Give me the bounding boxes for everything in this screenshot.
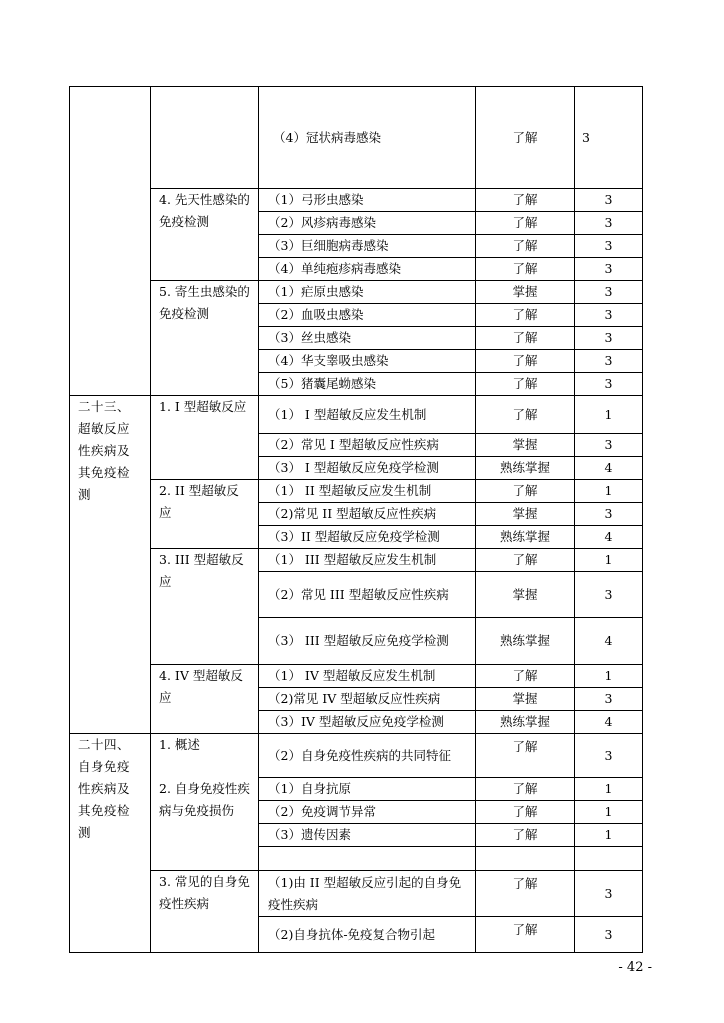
level-cell: 了解 <box>476 734 575 778</box>
hours-cell: 3 <box>575 734 643 778</box>
hours-cell: 4 <box>575 457 643 480</box>
table-row <box>70 665 643 688</box>
subunit-cell: 1. 概述 2. 自身免疫性疾病与免疫损伤 <box>151 734 259 871</box>
hours-cell: 3 <box>575 281 643 304</box>
subunit-cell <box>151 87 259 189</box>
hours-cell: 3 <box>575 871 643 917</box>
hours-cell: 3 <box>575 373 643 396</box>
item-cell: （2)自身抗体-免疫复合物引起 <box>259 917 476 953</box>
level-cell: 掌握 <box>476 688 575 711</box>
item-cell: （3）巨细胞病毒感染 <box>259 235 476 258</box>
item-cell: （3）遗传因素 <box>259 824 476 847</box>
item-cell: （2）自身免疫性疾病的共同特征 <box>259 734 476 778</box>
hours-cell: 4 <box>575 618 643 665</box>
hours-cell: 1 <box>575 778 643 801</box>
hours-cell: 3 <box>575 917 643 953</box>
level-cell: 熟练掌握 <box>476 711 575 734</box>
hours-cell: 3 <box>575 87 643 189</box>
table-row <box>70 281 643 304</box>
item-cell: （2)常见 II 型超敏反应性疾病 <box>259 503 476 526</box>
syllabus-table <box>69 86 643 953</box>
item-cell: （4）冠状病毒感染 <box>259 87 476 189</box>
subunit-cell: 4. 先天性感染的免疫检测 <box>151 189 259 281</box>
item-cell: （1） IV 型超敏反应发生机制 <box>259 665 476 688</box>
hours-cell: 1 <box>575 665 643 688</box>
hours-cell: 3 <box>575 434 643 457</box>
hours-cell: 4 <box>575 711 643 734</box>
level-cell: 了解 <box>476 373 575 396</box>
level-cell: 掌握 <box>476 434 575 457</box>
hours-cell: 3 <box>575 189 643 212</box>
level-cell: 掌握 <box>476 281 575 304</box>
item-cell: （1）弓形虫感染 <box>259 189 476 212</box>
hours-cell: 1 <box>575 801 643 824</box>
level-cell: 了解 <box>476 549 575 572</box>
item-cell: （3）丝虫感染 <box>259 327 476 350</box>
level-cell: 了解 <box>476 665 575 688</box>
item-cell: （3） III 型超敏反应免疫学检测 <box>259 618 476 665</box>
item-cell: （4）华支睾吸虫感染 <box>259 350 476 373</box>
hours-cell: 3 <box>575 688 643 711</box>
hours-cell: 3 <box>575 235 643 258</box>
item-cell: （5）猪囊尾蚴感染 <box>259 373 476 396</box>
subunit-cell: 1. I 型超敏反应 <box>151 396 259 480</box>
item-cell: （1） I 型超敏反应发生机制 <box>259 396 476 434</box>
level-cell: 了解 <box>476 350 575 373</box>
hours-cell: 3 <box>575 304 643 327</box>
level-cell: 了解 <box>476 189 575 212</box>
hours-cell: 1 <box>575 396 643 434</box>
level-cell: 熟练掌握 <box>476 457 575 480</box>
level-cell: 了解 <box>476 480 575 503</box>
table-row <box>70 396 643 434</box>
item-cell: （1）自身抗原 <box>259 778 476 801</box>
subunit-cell: 3. III 型超敏反应 <box>151 549 259 665</box>
hours-cell: 1 <box>575 824 643 847</box>
level-cell: 熟练掌握 <box>476 618 575 665</box>
hours-cell: 3 <box>575 258 643 281</box>
level-cell: 了解 <box>476 212 575 235</box>
subunit-cell: 2. II 型超敏反应 <box>151 480 259 549</box>
hours-cell: 3 <box>575 327 643 350</box>
hours-cell: 3 <box>575 503 643 526</box>
item-cell: （3）IV 型超敏反应免疫学检测 <box>259 711 476 734</box>
table-row <box>70 480 643 503</box>
item-cell: （1）疟原虫感染 <box>259 281 476 304</box>
unit-cell: 二十三、超敏反应性疾病及其免疫检测 <box>70 396 151 734</box>
table-row <box>70 549 643 572</box>
item-cell: （1)由 II 型超敏反应引起的自身免疫性疾病 <box>259 871 476 917</box>
subunit-cell: 4. IV 型超敏反应 <box>151 665 259 734</box>
hours-cell <box>575 847 643 871</box>
item-cell: （2）常见 III 型超敏反应性疾病 <box>259 572 476 618</box>
hours-cell: 3 <box>575 350 643 373</box>
level-cell: 了解 <box>476 304 575 327</box>
hours-cell: 3 <box>575 572 643 618</box>
level-cell: 掌握 <box>476 503 575 526</box>
level-cell: 了解 <box>476 87 575 189</box>
level-cell: 掌握 <box>476 572 575 618</box>
item-cell: （2)常见 IV 型超敏反应性疾病 <box>259 688 476 711</box>
item-cell: （3） I 型超敏反应免疫学检测 <box>259 457 476 480</box>
level-cell: 了解 <box>476 396 575 434</box>
item-cell: （1） II 型超敏反应发生机制 <box>259 480 476 503</box>
level-cell: 了解 <box>476 801 575 824</box>
level-cell: 了解 <box>476 871 575 917</box>
unit-cell: 二十四、自身免疫性疾病及其免疫检测 <box>70 734 151 953</box>
hours-cell: 1 <box>575 480 643 503</box>
level-cell: 了解 <box>476 258 575 281</box>
hours-cell: 3 <box>575 212 643 235</box>
item-cell: （3）II 型超敏反应免疫学检测 <box>259 526 476 549</box>
item-cell: （4）单纯疱疹病毒感染 <box>259 258 476 281</box>
subunit-cell: 5. 寄生虫感染的免疫检测 <box>151 281 259 396</box>
table-row <box>70 87 643 189</box>
item-cell: （2）血吸虫感染 <box>259 304 476 327</box>
hours-cell: 4 <box>575 526 643 549</box>
subunit-cell: 3. 常见的自身免疫性疾病 <box>151 871 259 953</box>
item-cell: （1） III 型超敏反应发生机制 <box>259 549 476 572</box>
item-cell: （2）风疹病毒感染 <box>259 212 476 235</box>
level-cell: 熟练掌握 <box>476 526 575 549</box>
table-row <box>70 871 643 917</box>
page-number: - 42 - <box>618 960 652 975</box>
level-cell: 了解 <box>476 824 575 847</box>
level-cell <box>476 847 575 871</box>
item-cell: （2）免疫调节异常 <box>259 801 476 824</box>
level-cell: 了解 <box>476 327 575 350</box>
level-cell: 了解 <box>476 235 575 258</box>
item-cell <box>259 847 476 871</box>
hours-cell: 1 <box>575 549 643 572</box>
unit-cell <box>70 87 151 396</box>
level-cell: 了解 <box>476 778 575 801</box>
level-cell: 了解 <box>476 917 575 953</box>
item-cell: （2）常见 I 型超敏反应性疾病 <box>259 434 476 457</box>
table-row <box>70 734 643 778</box>
table-row <box>70 189 643 212</box>
